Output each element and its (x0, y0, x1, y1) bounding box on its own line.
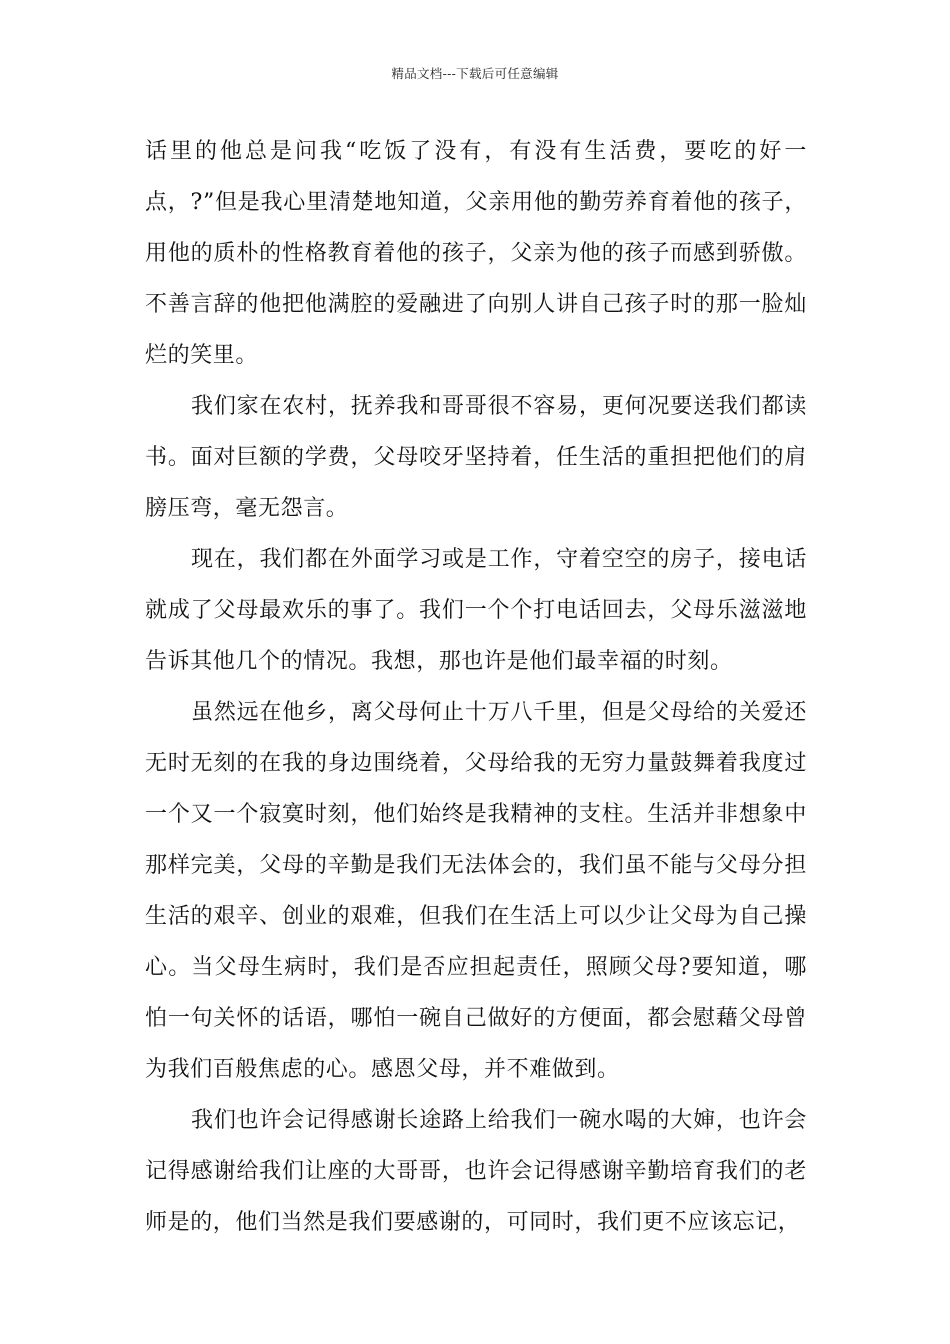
paragraph-4: 虽然远在他乡，离父母何止十万八千里，但是父母给的关爱还无时无刻的在我的身边围绕着，父母给我的无穷力量鼓舞着我度过一个又一个寂寞时刻，他们始终是我精神的支柱。生活并非想象中那样完美，父母的辛勤是我们无法体会的，我们虽不能与父母分担生活的艰辛、创业的艰难，但我们在生活上可以少让父母为自己操心。当父母生病时，我们是否应担起责任，照顾父母?要知道，哪怕一句关怀的话语，哪怕一碗自己做好的方便面，都会慰藉父母曾为我们百般焦虑的心。感恩父母，并不难做到。 (145, 700, 807, 1082)
page-header: 精品文档---下载后可任意编辑 (391, 66, 559, 81)
document-body (145, 126, 807, 1248)
paragraph-1: 话里的他总是问我“吃饭了没有，有没有生活费，要吃的好一点，?”但是我心里清楚地知道，父亲用他的勤劳养育着他的孩子，用他的质朴的性格教育着他的孩子，父亲为他的孩子而感到骄傲。不善言辞的他把他满腔的爱融进了向别人讲自己孩子时的那一脸灿烂的笑里。 (145, 139, 807, 368)
paragraph-3: 现在，我们都在外面学习或是工作，守着空空的房子，接电话就成了父母最欢乐的事了。我们一个个打电话回去，父母乐滋滋地告诉其他几个的情况。我想，那也许是他们最幸福的时刻。 (145, 547, 807, 674)
paragraph-2: 我们家在农村，抚养我和哥哥很不容易，更何况要送我们都读书。面对巨额的学费，父母咬牙坚持着，任生活的重担把他们的肩膀压弯，毫无怨言。 (145, 394, 807, 521)
paragraph-5: 我们也许会记得感谢长途路上给我们一碗水喝的大婶，也许会记得感谢给我们让座的大哥哥，也许会记得感谢辛勤培育我们的老师是的，他们当然是我们要感谢的，可同时，我们更不应该忘记， (145, 1108, 807, 1235)
